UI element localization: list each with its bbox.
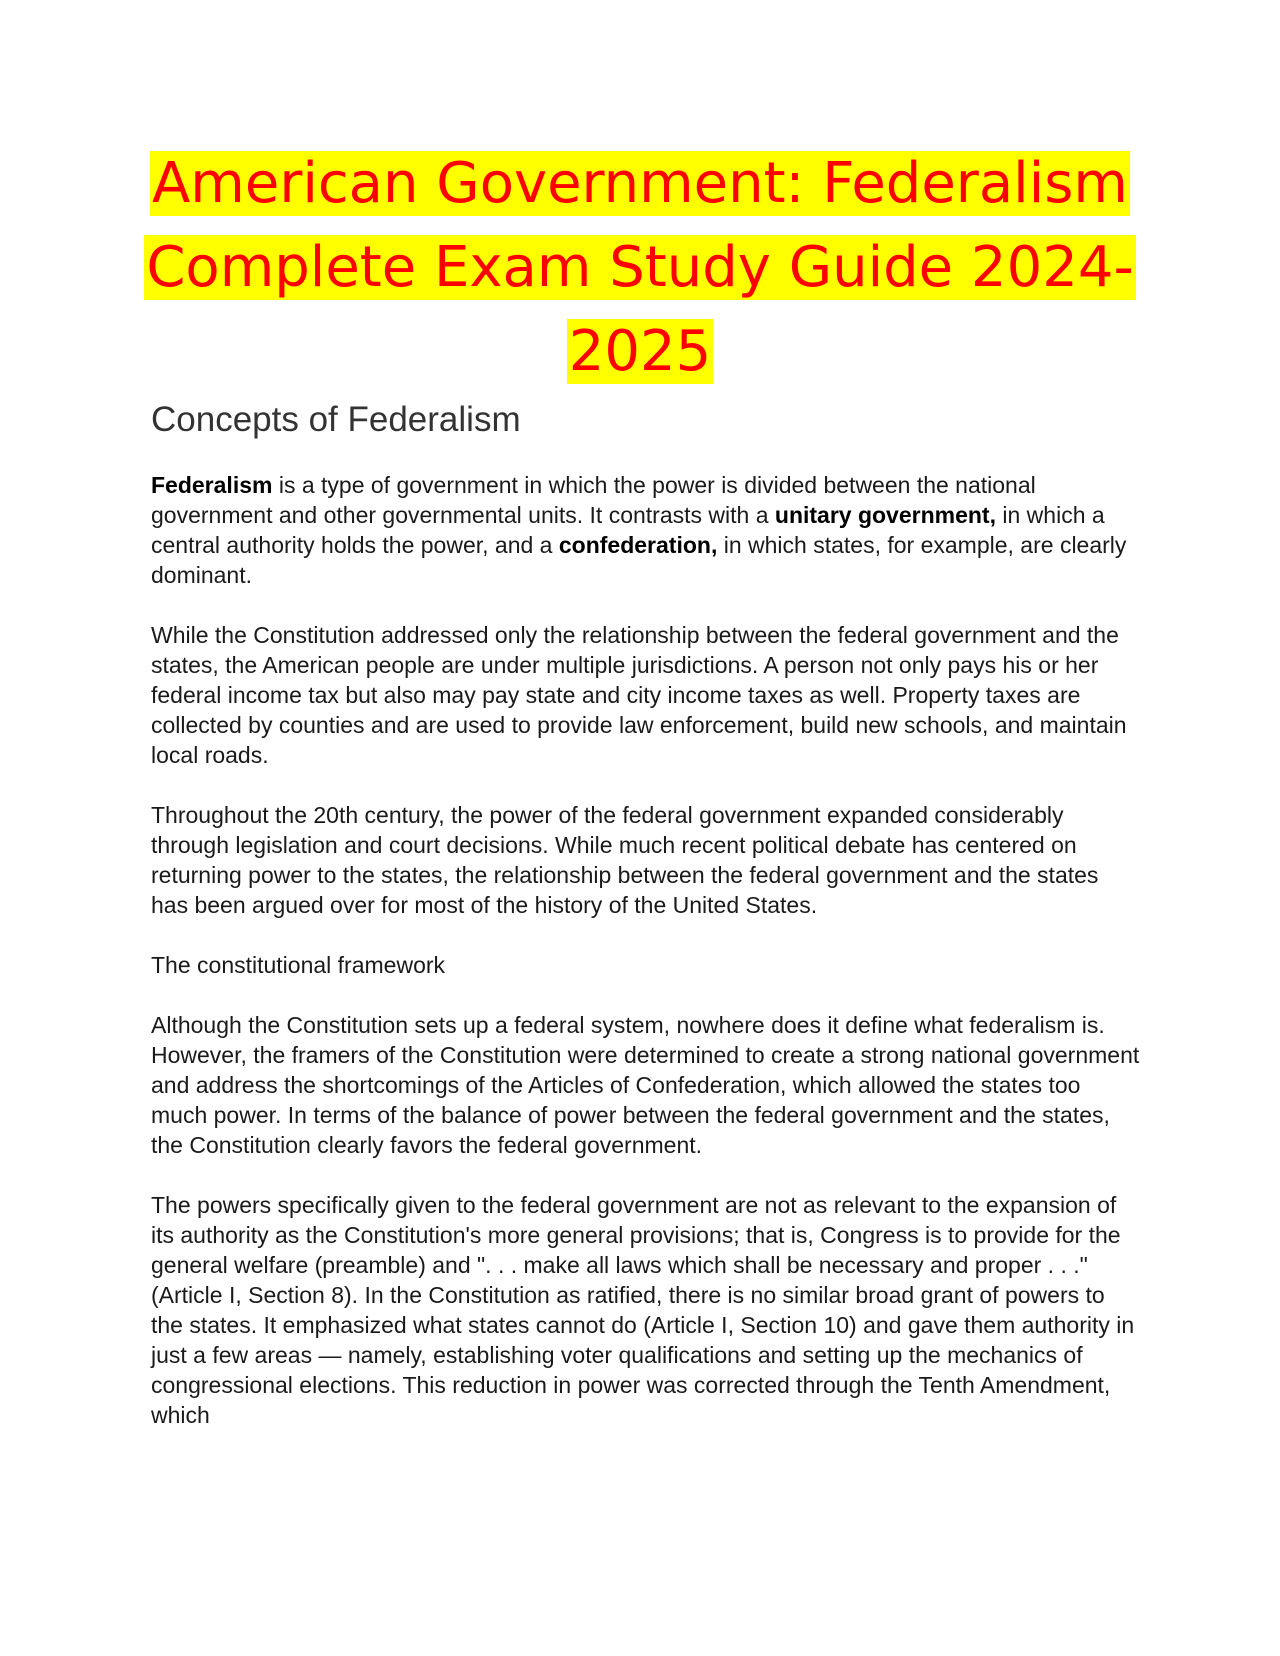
term-confederation: confederation, [558, 532, 718, 558]
document-body [151, 398, 1141, 1460]
title-line-2: Complete Exam Study Guide 2024- [146, 235, 1134, 300]
title-line-3: 2025 [568, 319, 712, 384]
subheading-constitutional-framework: The constitutional framework [151, 952, 446, 978]
paragraph-definition: Federalism is a type of government in which the power is divided between the national government and other governmental units. It contrasts with a unitary government, in which a central authority holds the power, and a confederation, in which states, for example, are clearly dominant. [151, 472, 1127, 588]
title-line-1: American Government: Federalism [152, 151, 1128, 216]
term-federalism: Federalism [151, 472, 273, 498]
paragraph-framework: Although the Constitution sets up a federal system, nowhere does it define what federalism is. However, the framers of the Constitution were determined to create a strong national government and address the shortcomings of the Articles of Confederation, which allowed the states too much power. In terms of the balance of power between the federal government and the states, the Constitution clearly favors the federal government. [151, 1012, 1140, 1158]
term-unitary-government: unitary government, [774, 502, 996, 528]
paragraph-20th-century: Throughout the 20th century, the power of the federal government expanded considerably through legislation and court decisions. While much recent political debate has centered on returning power to the states, the relationship between the federal government and the states has been argued over for most of the history of the United States. [151, 802, 1099, 918]
paragraph-jurisdictions: While the Constitution addressed only the relationship between the federal government and the states, the American people are under multiple jurisdictions. A person not only pays his or her federal income tax but also may pay state and city income taxes as well. Property taxes are collected by counties and are used to provide law enforcement, build new schools, and maintain local roads. [151, 622, 1127, 768]
document-title [140, 142, 1140, 394]
paragraph-powers: The powers specifically given to the federal government are not as relevant to the expansion of its authority as the Constitution's more general provisions; that is, Congress is to provide for the general welfare (preamble) and ". . . make all laws which shall be necessary and proper . . ." (Article I, Section 8). In the Constitution as ratified, there is no similar broad grant of powers to the states. It emphasized what states cannot do (Article I, Section 10) and gave them authority in just a few areas — namely, establishing voter qualifications and setting up the mechanics of congressional elections. This reduction in power was corrected through the Tenth Amendment, which [151, 1192, 1135, 1428]
section-heading: Concepts of Federalism [151, 400, 521, 439]
